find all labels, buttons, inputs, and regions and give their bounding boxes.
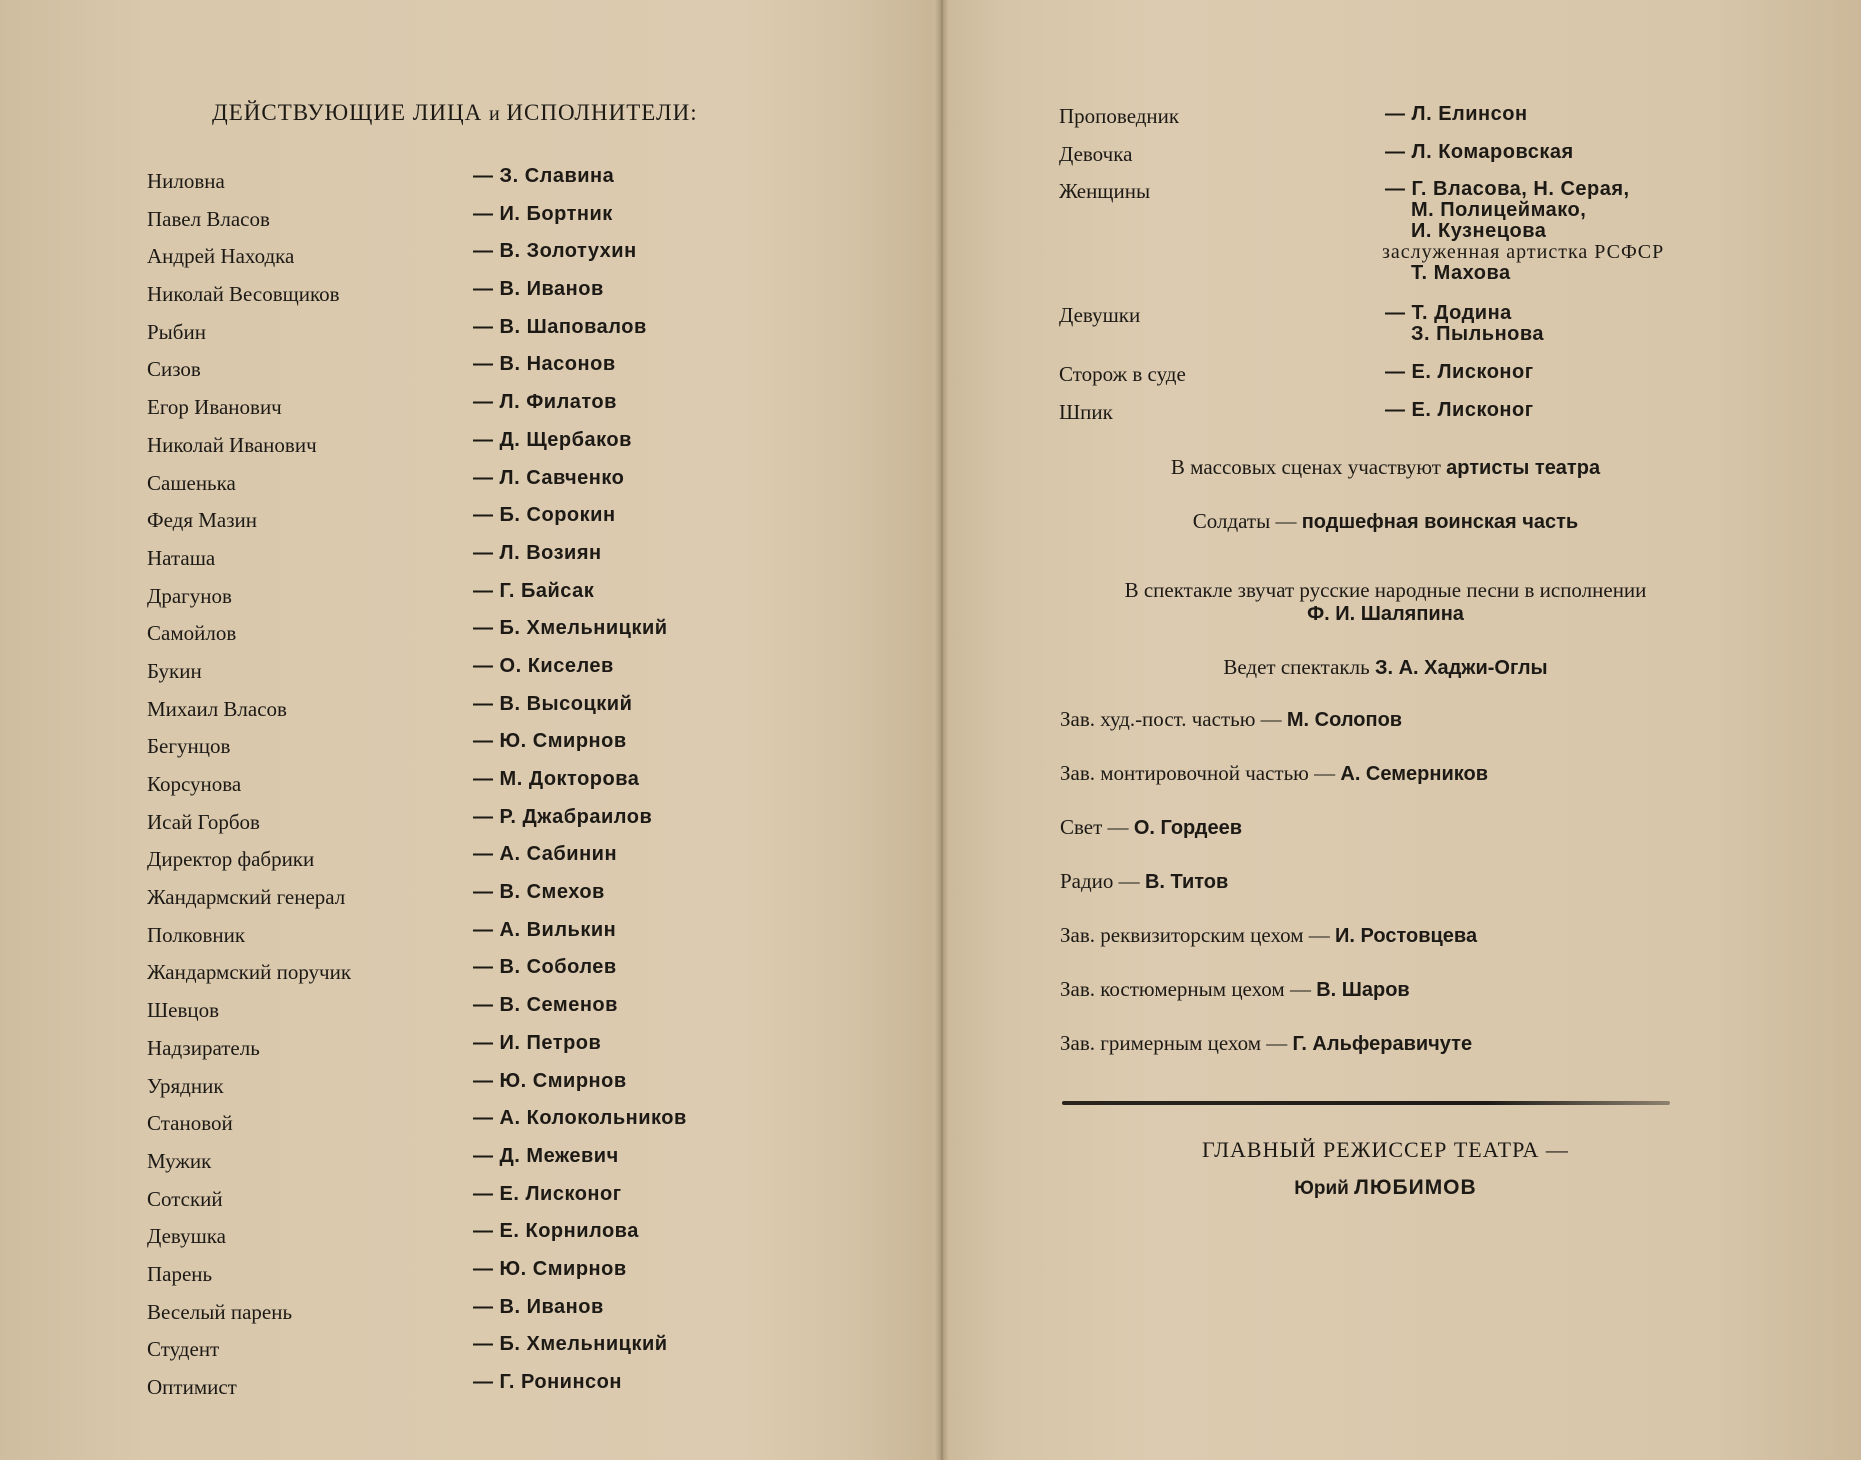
- actor-name: — Г. Байсак: [473, 579, 595, 602]
- role-name: Полковник: [147, 922, 246, 947]
- actor-name: — Л. Возиян: [473, 541, 602, 564]
- actor-name: — Р. Джабраилов: [473, 805, 653, 828]
- actor-name: — В. Золотухин: [473, 240, 637, 263]
- role-name: Девочка: [1059, 142, 1133, 166]
- role-name: Жандармский поручик: [147, 960, 352, 985]
- staff-name: В. Титов: [1144, 871, 1229, 893]
- cast-row: [147, 391, 847, 429]
- role-name: Николай Весовщиков: [147, 282, 340, 307]
- center-fold: [935, 0, 949, 1460]
- cast-row: [147, 165, 847, 203]
- cast-row: [147, 504, 847, 542]
- cast-row: [147, 1296, 847, 1334]
- actor-name: — Ю. Смирнов: [473, 730, 627, 753]
- actor-name: — Л. Елинсон: [1385, 103, 1528, 125]
- cast-row: [1059, 303, 1759, 362]
- actor-name: — В. Высоцкий: [473, 692, 633, 715]
- role-name: Шевцов: [147, 998, 220, 1023]
- staff-position: Зав. реквизиторским цехом —: [1060, 923, 1330, 947]
- actor-name: — И. Петров: [473, 1031, 602, 1054]
- role-name: Корсунова: [147, 772, 242, 796]
- actor-name: — А. Вилькин: [473, 918, 617, 941]
- cast-list-continued: [1059, 104, 1759, 438]
- cast-row: [147, 1032, 847, 1070]
- cast-row: [147, 429, 847, 467]
- cast-row: [147, 655, 847, 693]
- role-name: Надзиратель: [147, 1035, 260, 1060]
- role-name: Проповедник: [1059, 104, 1180, 128]
- actor-line: — Г. Власова, Н. Серая,: [1385, 178, 1630, 200]
- actor-name: — Б. Хмельницкий: [473, 1333, 668, 1356]
- right-page: [950, 0, 1861, 1460]
- chief-director-name: [930, 1175, 1841, 1200]
- role-name: Наташа: [147, 545, 216, 570]
- cast-row: [147, 806, 847, 844]
- cast-row: [1059, 179, 1759, 303]
- actor-name: — В. Шаповалов: [473, 315, 647, 338]
- staff-credit: [1060, 815, 1242, 840]
- actor-name: — Д. Межевич: [473, 1144, 619, 1167]
- staff-credit: [1060, 869, 1228, 894]
- cast-row: [147, 843, 847, 881]
- director-last-name: ЛЮБИМОВ: [1354, 1176, 1477, 1199]
- role-name: Девушки: [1059, 303, 1141, 327]
- stage-manager-name: З. А. Хаджи-Оглы: [1374, 657, 1548, 679]
- cast-row: [147, 203, 847, 241]
- cast-row: [147, 994, 847, 1032]
- actor-name: — В. Насонов: [473, 353, 616, 376]
- staff-name: А. Семерников: [1340, 763, 1489, 785]
- cast-row: [147, 467, 847, 505]
- staff-credit: [1060, 1031, 1472, 1056]
- actor-name: — М. Докторова: [473, 768, 640, 790]
- cast-row: [147, 881, 847, 919]
- cast-row: [147, 617, 847, 655]
- staff-position: Зав. гримерным цехом —: [1060, 1031, 1288, 1055]
- actor-name: — Б. Сорокин: [473, 504, 616, 527]
- actor-name: — Б. Хмельницкий: [473, 617, 668, 640]
- role-name: Оптимист: [147, 1375, 237, 1399]
- role-name: Урядник: [147, 1073, 224, 1098]
- staff-name: М. Солопов: [1286, 709, 1403, 731]
- stage-manager-text: Ведет спектакль: [1223, 655, 1370, 679]
- cast-row: [147, 1070, 847, 1108]
- actor-name: — В. Соболев: [473, 956, 617, 979]
- actor-name: — Е. Лисконог: [1385, 361, 1534, 383]
- role-name: Федя Мазин: [147, 508, 257, 533]
- actor-name: — В. Семенов: [473, 994, 618, 1017]
- actor-name: — Е. Корнилова: [473, 1220, 639, 1243]
- cast-row: [147, 1107, 847, 1145]
- actor-name: — Ю. Смирнов: [473, 1257, 627, 1280]
- soldiers-text: Солдаты —: [1192, 509, 1297, 533]
- role-name: Исай Горбов: [147, 809, 260, 834]
- role-name: Сотский: [147, 1186, 223, 1211]
- role-name: Сашенька: [147, 470, 236, 495]
- actor-line: И. Кузнецова: [1411, 220, 1547, 242]
- actor-name: — А. Колокольников: [473, 1107, 687, 1130]
- role-name: Павел Власов: [147, 206, 270, 231]
- role-name: Самойлов: [147, 621, 237, 646]
- cast-row: [147, 316, 847, 354]
- staff-name: Г. Альферавичуте: [1292, 1033, 1473, 1055]
- staff-credit: [1060, 977, 1410, 1002]
- role-name: Веселый парень: [147, 1299, 293, 1324]
- role-name: Бегунцов: [147, 734, 231, 759]
- actor-line: М. Полицеймако,: [1411, 199, 1587, 221]
- role-name: Егор Иванович: [147, 395, 282, 420]
- cast-row: [147, 278, 847, 316]
- actor-name: — Л. Савченко: [473, 466, 625, 489]
- staff-position: Свет —: [1060, 815, 1129, 839]
- cast-row: [147, 353, 847, 391]
- cast-row: [147, 1145, 847, 1183]
- cast-row: [1059, 142, 1759, 179]
- cast-row: [147, 580, 847, 618]
- soldiers-performers: подшефная воинская часть: [1301, 511, 1579, 533]
- staff-name: В. Шаров: [1316, 979, 1410, 1001]
- cast-row: [147, 919, 847, 957]
- actor-name: — Д. Щербаков: [473, 428, 632, 451]
- actor-line: — Т. Додина: [1385, 302, 1512, 324]
- cast-heading-and: и: [488, 103, 500, 125]
- mass-scenes-note: [930, 455, 1841, 480]
- chief-director-title: ГЛАВНЫЙ РЕЖИССЕР ТЕАТРА —: [1202, 1137, 1569, 1162]
- mass-scenes-text: В массовых сценах участвуют: [1170, 455, 1441, 479]
- actor-name: — Е. Лисконог: [1385, 399, 1534, 421]
- actor-name: — И. Бортник: [473, 202, 613, 225]
- cast-list: [147, 165, 847, 1409]
- staff-position: Зав. худ.-пост. частью —: [1060, 707, 1282, 731]
- role-name: Мужик: [147, 1148, 212, 1173]
- actor-name: — В. Иванов: [473, 1295, 604, 1318]
- role-name: Букин: [147, 658, 202, 683]
- songs-note: [930, 578, 1841, 626]
- actor-name: — А. Сабинин: [473, 843, 618, 866]
- cast-row: [1059, 362, 1759, 400]
- actor-name-group: [1382, 178, 1665, 284]
- mass-scenes-performers: артисты театра: [1446, 457, 1601, 479]
- staff-position: Зав. монтировочной частью —: [1060, 761, 1336, 785]
- songs-performer: Ф. И. Шаляпина: [1307, 603, 1464, 625]
- actor-line: З. Пыльнова: [1411, 323, 1545, 345]
- role-name: Девушка: [147, 1224, 226, 1249]
- actor-name: — Л. Комаровская: [1385, 141, 1574, 163]
- cast-heading-performers: ИСПОЛНИТЕЛИ:: [506, 100, 698, 125]
- role-name: Сизов: [147, 357, 201, 382]
- cast-row: [147, 1258, 847, 1296]
- actor-name: — В. Иванов: [473, 278, 604, 301]
- role-name: Андрей Находка: [147, 244, 295, 269]
- cast-row: [147, 693, 847, 731]
- divider-rule: [1062, 1101, 1670, 1105]
- cast-row: [147, 768, 847, 806]
- stage-manager-note: [930, 655, 1841, 680]
- role-name: Парень: [147, 1261, 213, 1286]
- role-name: Драгунов: [147, 583, 232, 608]
- songs-text: В спектакле звучат русские народные песни в исполнении: [1124, 578, 1647, 602]
- cast-row: [147, 1183, 847, 1221]
- cast-row: [1059, 400, 1759, 438]
- actor-line: Т. Махова: [1411, 262, 1511, 284]
- role-name: Студент: [147, 1337, 220, 1362]
- role-name: Сторож в суде: [1059, 362, 1186, 386]
- soldiers-note: [930, 509, 1841, 534]
- staff-name: И. Ростовцева: [1335, 925, 1478, 947]
- actor-name: — Е. Лисконог: [473, 1182, 622, 1205]
- actor-name: — В. Смехов: [473, 881, 605, 904]
- cast-row: [1059, 104, 1759, 142]
- role-name: Ниловна: [147, 169, 225, 193]
- cast-row: [147, 542, 847, 580]
- cast-row: [147, 730, 847, 768]
- staff-credit: [1060, 923, 1477, 948]
- cast-heading: [212, 100, 698, 126]
- actor-name: — Ю. Смирнов: [473, 1069, 627, 1092]
- staff-credit: [1060, 761, 1488, 786]
- director-first-name: Юрий: [1294, 1178, 1349, 1199]
- actor-name-group: [1385, 303, 1544, 345]
- actor-name: — З. Славина: [473, 165, 615, 187]
- actor-name: — Г. Ронинсон: [473, 1371, 622, 1393]
- role-name: Жандармский генерал: [147, 885, 346, 910]
- cast-row: [147, 1371, 847, 1409]
- cast-heading-characters: ДЕЙСТВУЮЩИЕ ЛИЦА: [212, 100, 483, 125]
- role-name: Становой: [147, 1111, 233, 1136]
- role-name: Женщины: [1059, 179, 1151, 203]
- actor-name: — О. Киселев: [473, 654, 614, 677]
- staff-position: Радио —: [1060, 869, 1140, 893]
- honorary-title: заслуженная артистка РСФСР: [1382, 241, 1665, 263]
- role-name: Директор фабрики: [147, 847, 315, 872]
- actor-name: — Л. Филатов: [473, 391, 617, 414]
- staff-position: Зав. костюмерным цехом —: [1060, 977, 1311, 1001]
- cast-row: [147, 956, 847, 994]
- staff-credit: [1060, 707, 1402, 732]
- cast-row: [147, 240, 847, 278]
- role-name: Шпик: [1059, 400, 1113, 424]
- cast-row: [147, 1220, 847, 1258]
- staff-name: О. Гордеев: [1133, 817, 1242, 839]
- role-name: Николай Иванович: [147, 432, 317, 457]
- cast-row: [147, 1333, 847, 1371]
- role-name: Михаил Власов: [147, 696, 287, 721]
- role-name: Рыбин: [147, 319, 206, 344]
